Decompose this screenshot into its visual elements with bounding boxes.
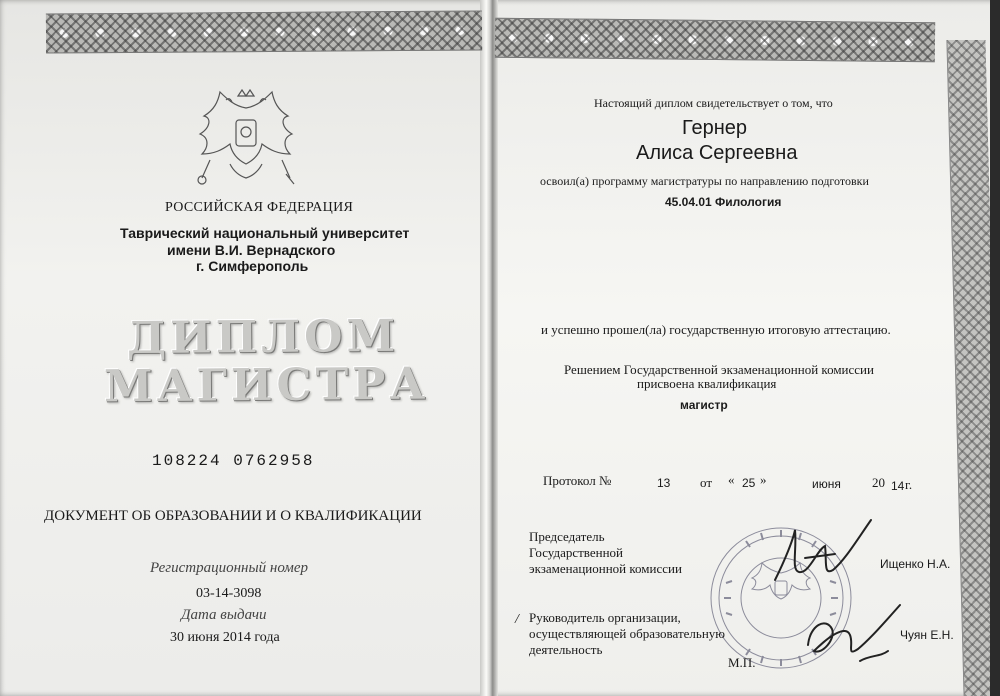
chairman-name: Ищенко Н.А.	[880, 557, 951, 571]
chairman-title-line: Государственной	[529, 545, 624, 560]
chairman-title-line: Председатель	[529, 529, 605, 544]
protocol-number: 13	[657, 476, 671, 490]
country-name: РОССИЙСКАЯ ФЕДЕРАЦИЯ	[165, 200, 354, 215]
graduate-surname: Гернер	[682, 117, 748, 139]
ornament-band-left	[46, 10, 482, 53]
issue-date-label: Дата выдачи	[181, 607, 267, 623]
program-text: освоил(а) программу магистратуры по направлению подготовки	[540, 174, 869, 188]
qualification-value: магистр	[680, 398, 728, 412]
protocol-month: июня	[812, 477, 841, 491]
protocol-label: Протокол №	[543, 473, 612, 488]
protocol-quote-open: «	[728, 472, 735, 487]
background-edge	[990, 0, 1000, 696]
commission-decision-line2: присвоена квалификация	[637, 376, 777, 391]
double-headed-eagle-icon	[190, 88, 302, 188]
diploma-spine	[480, 0, 498, 696]
protocol-quote-close: »	[760, 472, 767, 487]
registration-number-value: 03-14-3098	[196, 586, 262, 601]
head-title-line: Руководитель организации,	[529, 610, 681, 625]
certification-intro: Настоящий диплом свидетельствует о том, что	[594, 96, 833, 110]
ornament-band-right	[495, 18, 935, 63]
margin-mark: /	[515, 612, 519, 627]
attestation-text: и успешно прошел(ла) государственную итоговую аттестацию.	[541, 322, 891, 337]
seal-place-label: М.П.	[728, 655, 756, 670]
protocol-year-prefix: 20	[872, 475, 885, 490]
graduate-given-names: Алиса Сергеевна	[636, 142, 798, 164]
signature-head-icon	[800, 595, 910, 670]
protocol-day: 25	[742, 476, 756, 490]
head-name: Чуян Е.Н.	[900, 628, 954, 642]
protocol-year-suffix: г.	[905, 477, 913, 492]
university-city: г. Симферополь	[196, 258, 309, 274]
head-title-line: деятельность	[529, 642, 603, 657]
commission-decision-line1: Решением Государственной экзаменационной комиссии	[564, 362, 874, 377]
chairman-title-line: экзаменационной комиссии	[529, 561, 682, 576]
field-of-study: 45.04.01 Филология	[665, 195, 782, 209]
signature-chairman-icon	[765, 510, 885, 600]
university-name-line: Таврический национальный университет	[120, 225, 410, 241]
issue-date-value: 30 июня 2014 года	[170, 630, 280, 645]
university-name-line: имени В.И. Вернадского	[167, 242, 336, 258]
serial-number: 108224 0762958	[152, 452, 315, 470]
document-type: ДОКУМЕНТ ОБ ОБРАЗОВАНИИ И О КВАЛИФИКАЦИИ	[44, 508, 422, 524]
protocol-from-label: от	[700, 475, 713, 490]
diploma-title-line2: МАГИСТРА	[103, 358, 430, 413]
registration-number-label: Регистрационный номер	[150, 560, 309, 576]
diploma-title-line1: ДИПЛОМ	[126, 310, 400, 365]
head-title-line: осуществляющей образовательную	[529, 626, 725, 641]
protocol-year-digits: 14	[891, 479, 905, 493]
